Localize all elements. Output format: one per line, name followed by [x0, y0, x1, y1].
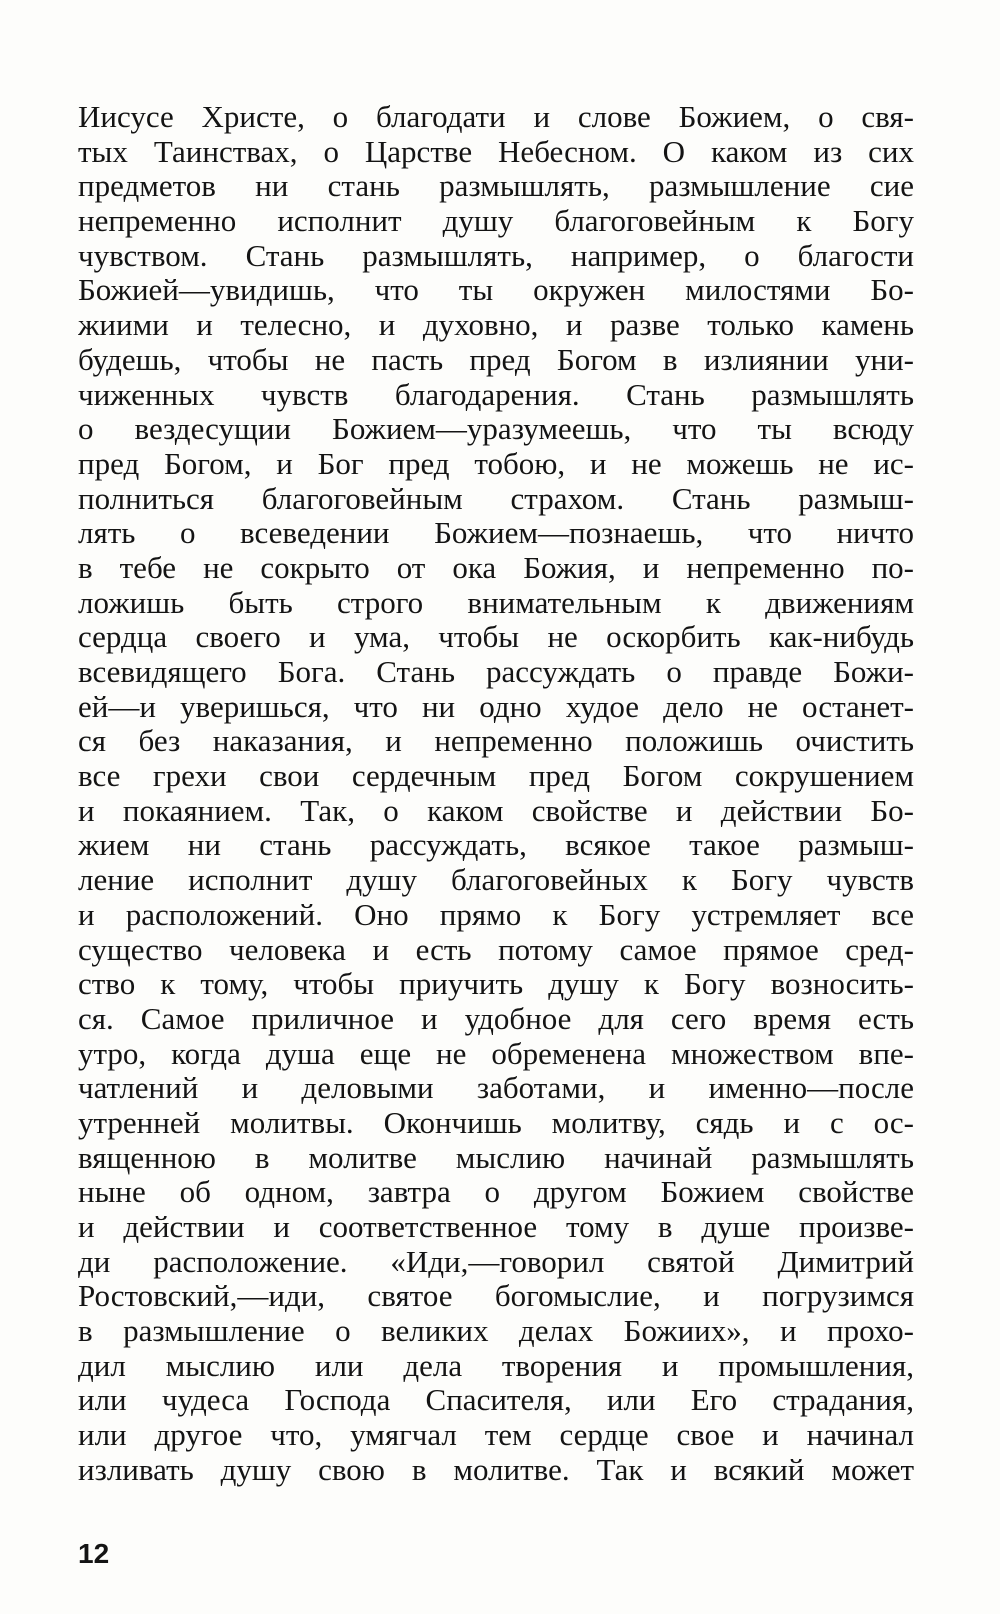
text-line: жиими и телесно, и духовно, и разве только камень [78, 308, 914, 343]
text-line: дил мыслию или дела творения и промышления, [78, 1348, 914, 1383]
text-line: ление исполнит душу благоговейных к Богу чувств [78, 863, 914, 898]
text-line: сердца своего и ума, чтобы не оскорбить как-нибудь [78, 620, 914, 655]
text-line: утренней молитвы. Окончишь молитву, сядь и с ос- [78, 1105, 914, 1140]
text-line: ди расположение. «Иди,—говорил святой Димитрий [78, 1244, 914, 1279]
text-line: о вездесущии Божием—уразумеешь, что ты всюду [78, 412, 914, 447]
text-line: в тебе не сокрыто от ока Божия, и непременно по- [78, 550, 914, 585]
text-line: Божией—увидишь, что ты окружен милостями Бо- [78, 273, 914, 308]
text-line: или чудеса Господа Спасителя, или Его страдания, [78, 1383, 914, 1418]
text-line: и покаянием. Так, о каком свойстве и действии Бо- [78, 793, 914, 828]
text-line: жием ни стань рассуждать, всякое такое размыш- [78, 828, 914, 863]
text-line: ся без наказания, и непременно положишь очистить [78, 724, 914, 759]
text-line: все грехи свои сердечным пред Богом сокрушением [78, 759, 914, 794]
text-line: ей—и уверишься, что ни одно худое дело не останет- [78, 689, 914, 724]
text-line: в размышление о великих делах Божиих», и прохо- [78, 1314, 914, 1349]
text-line: и действии и соответственное тому в душе произве- [78, 1210, 914, 1244]
text-line: тых Таинствах, о Царстве Небесном. О каком из сих [78, 134, 914, 169]
text-line: ныне об одном, завтра о другом Божием свойстве [78, 1175, 914, 1210]
text-line: ство к тому, чтобы приучить душу к Богу возносить- [78, 967, 914, 1002]
text-line: всевидящего Бога. Стань рассуждать о правде Божи- [78, 655, 914, 689]
text-line: ложишь быть строго внимательным к движениям [78, 585, 914, 620]
text-line: пред Богом, и Бог пред тобою, и не можешь не ис- [78, 446, 914, 481]
text-line: Иисусе Христе, о благодати и слове Божием, о свя- [78, 100, 914, 134]
text-line: будешь, чтобы не пасть пред Богом в излиянии уни- [78, 342, 914, 377]
text-line: Ростовский,—иди, святое богомыслие, и погрузимся [78, 1279, 914, 1314]
text-line: вященною в молитве мыслию начинай размышлять [78, 1140, 914, 1175]
text-line: предметов ни стань размышлять, размышление сие [78, 169, 914, 204]
text-line: лять о всеведении Божием—познаешь, что ничто [78, 516, 914, 551]
text-line: полниться благоговейным страхом. Стань размыш- [78, 481, 914, 516]
text-line: чувством. Стань размышлять, например, о благости [78, 238, 914, 273]
text-line: и расположений. Оно прямо к Богу устремляет все [78, 897, 914, 932]
text-line: чатлений и деловыми заботами, и именно—после [78, 1071, 914, 1106]
text-line: существо человека и есть потому самое прямое сред- [78, 932, 914, 967]
text-line: непременно исполнит душу благоговейным к Богу [78, 204, 914, 239]
page-number: 12 [78, 1538, 110, 1569]
text-line: изливать душу свою в молитве. Так и всякий может [78, 1452, 914, 1487]
body-text [78, 100, 914, 1488]
text-line: ся. Самое приличное и удобное для сего время есть [78, 1001, 914, 1036]
text-line: или другое что, умягчал тем сердце свое и начинал [78, 1418, 914, 1453]
text-line: утро, когда душа еще не обременена множеством впе- [78, 1036, 914, 1071]
text-line: чиженных чувств благодарения. Стань размышлять [78, 377, 914, 412]
